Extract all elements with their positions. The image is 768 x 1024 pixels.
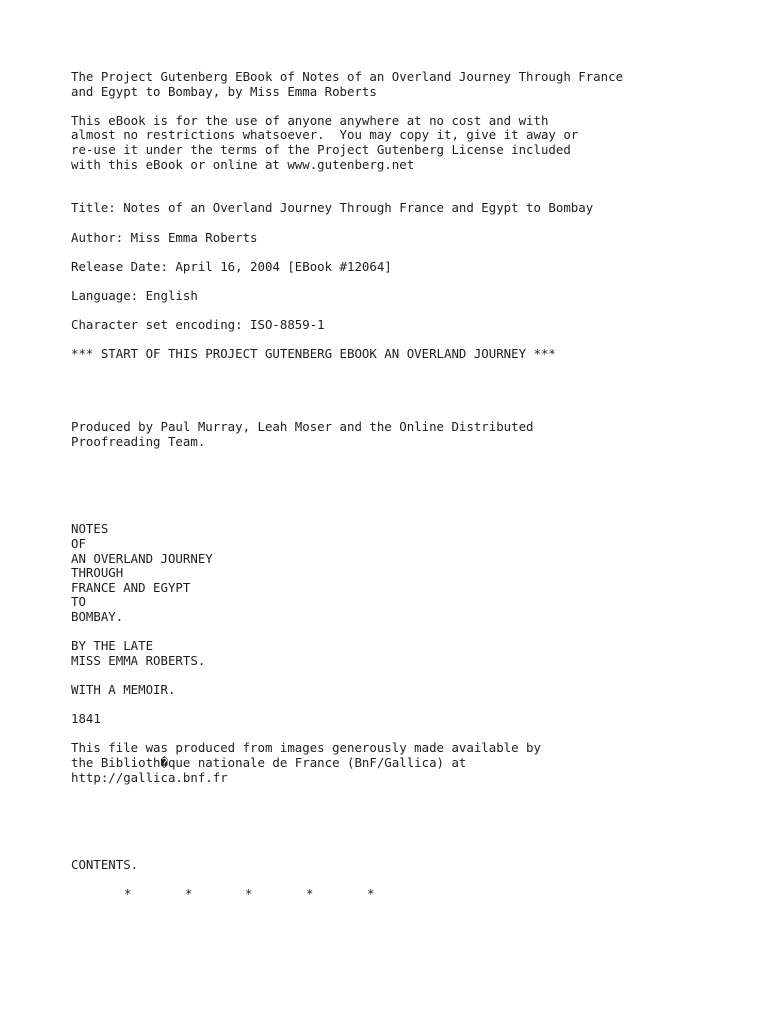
separator-star: * [367,886,375,902]
title-line-2: OF [71,536,86,552]
license-line-4: with this eBook or online at www.gutenberg.net [71,156,415,172]
source-line-1: This file was produced from images generously made available by [71,740,541,756]
separator-star: * [306,886,314,902]
ebook-text-page [71,70,751,902]
separator-star: * [245,886,253,902]
header-line-2: and Egypt to Bombay, by Miss Emma Roberts [71,83,377,99]
credits-line-2: Proofreading Team. [71,433,206,449]
title-line-4: THROUGH [71,565,124,581]
meta-author: Author: Miss Emma Roberts [71,229,258,245]
meta-language: Language: English [71,287,198,303]
license-line-2: almost no restrictions whatsoever. You may copy it, give it away or [71,127,579,143]
title-line-5: FRANCE AND EGYPT [71,579,191,595]
meta-encoding: Character set encoding: ISO-8859-1 [71,317,325,333]
title-line-7: BOMBAY. [71,609,124,625]
contents-heading: CONTENTS. [71,857,139,873]
meta-title: Title: Notes of an Overland Journey Through France and Egypt to Bombay [71,200,594,216]
memoir-line: WITH A MEMOIR. [71,681,176,697]
by-line-1: BY THE LATE [71,638,154,654]
separator-star: * [124,886,132,902]
source-line-3: http://gallica.bnf.fr [71,769,228,785]
header-line-1: The Project Gutenberg EBook of Notes of an Overland Journey Through France [71,69,624,84]
year-line: 1841 [71,711,101,727]
separator-star: * [185,886,193,902]
credits-line-1: Produced by Paul Murray, Leah Moser and the Online Distributed [71,419,534,435]
source-line-2: the Biblioth�que nationale de France (BnF/Gallica) at [71,754,467,770]
meta-release-date: Release Date: April 16, 2004 [EBook #12064] [71,258,392,274]
section-separator [71,887,751,902]
title-line-3: AN OVERLAND JOURNEY [71,550,213,566]
title-line-6: TO [71,594,86,610]
title-line-1: NOTES [71,521,109,537]
by-line-2: MISS EMMA ROBERTS. [71,652,206,668]
start-marker: *** START OF THIS PROJECT GUTENBERG EBOOK AN OVERLAND JOURNEY *** [71,346,556,362]
license-line-1: This eBook is for the use of anyone anywhere at no cost and with [71,112,549,128]
license-line-3: re-use it under the terms of the Project Gutenberg License included [71,141,571,157]
